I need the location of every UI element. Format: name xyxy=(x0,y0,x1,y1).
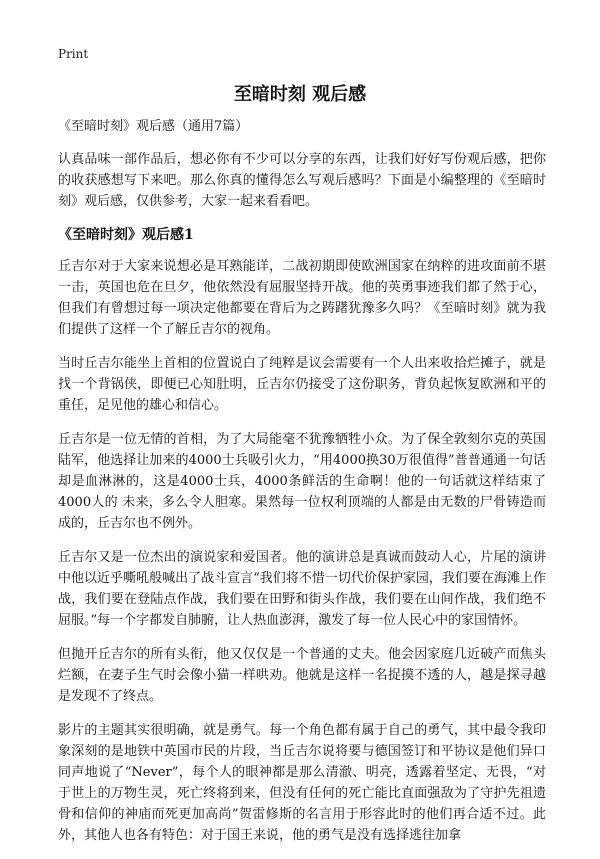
section-heading: 《至暗时刻》观后感1 xyxy=(58,227,194,243)
document-body xyxy=(58,117,546,859)
body-paragraph: 丘吉尔是一位无情的首相，为了大局能毫不犹豫牺牲小众。为了保全敦刻尔克的英国陆军，他选择让加来的4000士兵吸引火力，“用4000换30万很值得”普普通通一句话却是血淋淋的，这是4000士兵，4000条鲜活的生命啊！他的一句话就这样结束了4000人的 未来，多么令人胆寒。果然每一位权利顶端的人都是由无数的尸骨铸造而成的，丘吉尔也不例外。 xyxy=(58,432,546,531)
body-paragraph: 丘吉尔对于大家来说想必是耳熟能详，二战初期即使欧洲国家在纳粹的进攻面前不堪一击，英国也危在旦夕，他依然没有屈服坚持开战。他的英勇事迹我们都了然于心，但我们有曾想过每一项决定他都要在背后为之踌躇犹豫多久吗？《至暗时刻》就为我们提供了这样一个了解丘吉尔的视角。 xyxy=(58,259,546,337)
print-link[interactable]: Print xyxy=(58,47,89,61)
body-paragraph: 但抛开丘吉尔的所有头衔，他又仅仅是一个普通的丈夫。他会因家庭几近破产而焦头烂额，在妻子生气时会像小猫一样哄劝。他就是这样一名捉摸不透的人，越是探寻越是发现不了终点。 xyxy=(58,647,546,704)
document-title: 至暗时刻 观后感 xyxy=(233,84,367,105)
document-subtitle: 《至暗时刻》观后感（通用7篇） xyxy=(58,119,249,134)
body-paragraph: 丘吉尔又是一位杰出的演说家和爱国者。他的演讲总是真诚而鼓动人心，片尾的演讲中他以近乎嘶吼般喊出了战斗宣言“我们将不惜一切代价保护家园，我们要在海滩上作战，我们要在登陆点作战，我们要在田野和街头作战，我们要在山间作战，我们绝不屈服。”每一个字都发自肺腑，让人热血澎湃，激发了每一位人民心中的家国情怀。 xyxy=(58,550,546,628)
intro-paragraph: 认真品味一部作品后，想必你有不少可以分享的东西，让我们好好写份观后感，把你的收获感想写下来吧。那么你真的懂得怎么写观后感吗？下面是小编整理的《至暗时刻》观后感，仅供参考，大家一起来看看吧。 xyxy=(58,152,546,209)
body-paragraph: 当时丘吉尔能坐上首相的位置说白了纯粹是议会需要有一个人出来收拾烂摊子，就是找一个背锅侠，即便已心知肚明，丘吉尔仍接受了这份职务，背负起恢复欧洲和平的重任，足见他的雄心和信心。 xyxy=(58,356,546,413)
body-paragraph: 影片的主题其实很明确，就是勇气。每一个角色都有属于自己的勇气，其中最令我印象深刻的是地铁中英国市民的片段，当丘吉尔说将要与德国签订和平协议是他们异口同声地说了“Never”，每个人的眼神都是那么清澈、明亮，透露着坚定、无畏，“对于世上的万物生灵，死亡终将到来，但没有任何的死亡能比直面强敌为了守护先祖遗骨和信仰的神庙而死更加高尚”贺雷修斯的名言用于形容此时的他们再合适不过。此外，其他人也各有特色：对于国王来说，他的勇气是没有选择逃往加拿 xyxy=(58,723,546,843)
